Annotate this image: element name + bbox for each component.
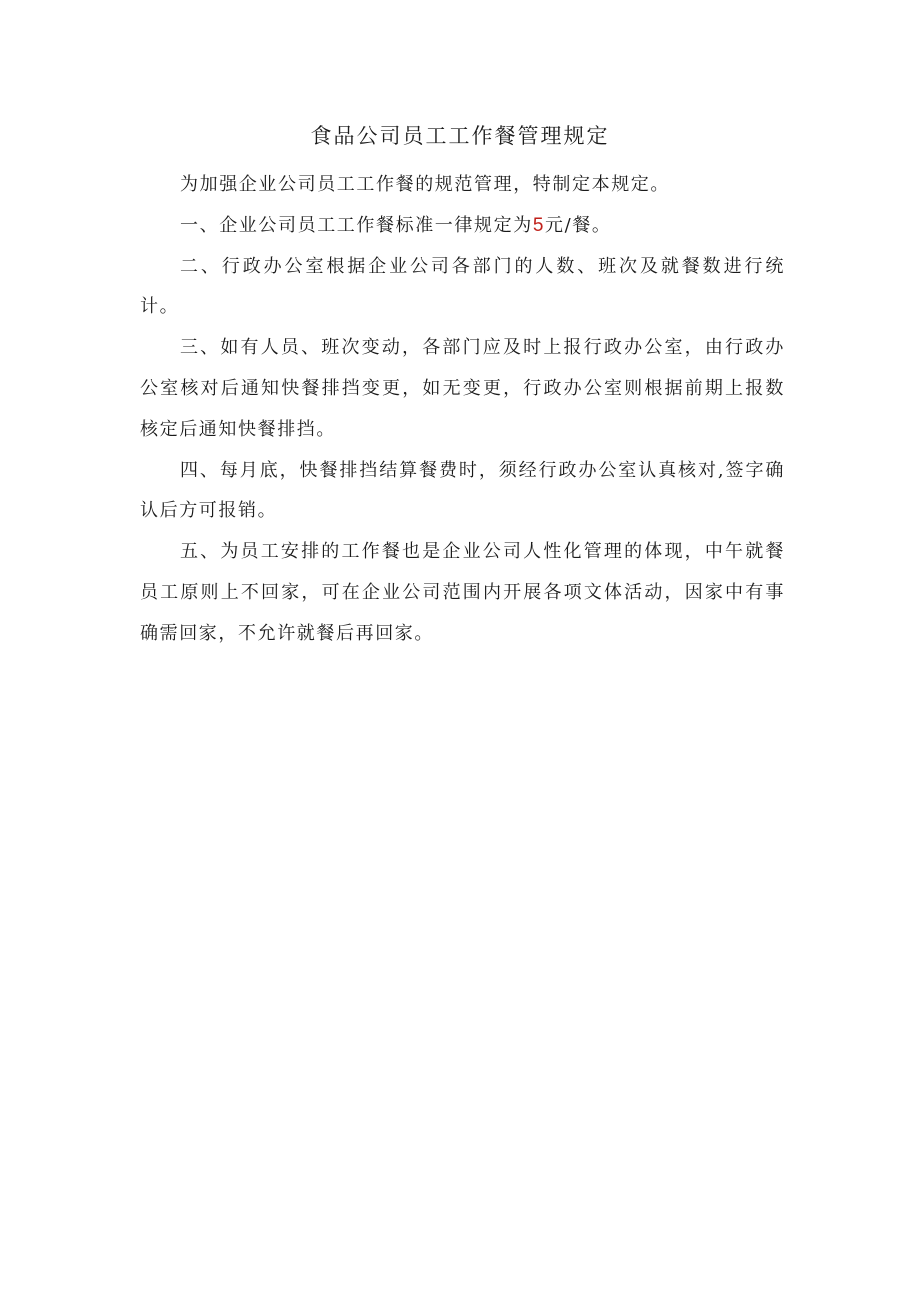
item-1-paragraph <box>140 206 785 247</box>
item-4-paragraph: 四、每月底，快餐排挡结算餐费时，须经行政办公室认真核对,签字确认后方可报销。 <box>140 459 785 522</box>
intro-paragraph: 为加强企业公司员工工作餐的规范管理，特制定本规定。 <box>180 174 670 195</box>
document-title: 食品公司员工工作餐管理规定 <box>310 124 610 148</box>
item-3-paragraph: 三、如有人员、班次变动，各部门应及时上报行政办公室，由行政办公室核对后通知快餐排挡变更，如无变更，行政办公室则根据前期上报数核定后通知快餐排挡。 <box>140 337 785 440</box>
item-1-text-after: 元/餐。 <box>544 214 612 236</box>
meal-standard-amount: 5 <box>532 214 545 236</box>
document-body <box>140 165 785 655</box>
item-1-text-before: 一、企业公司员工工作餐标准一律规定为 <box>180 214 533 236</box>
item-2-paragraph: 二、行政办公室根据企业公司各部门的人数、班次及就餐数进行统计。 <box>140 255 785 318</box>
item-5-paragraph: 五、为员工安排的工作餐也是企业公司人性化管理的体现，中午就餐员工原则上不回家，可在企业公司范围内开展各项文体活动，因家中有事确需回家，不允许就餐后再回家。 <box>140 541 785 644</box>
